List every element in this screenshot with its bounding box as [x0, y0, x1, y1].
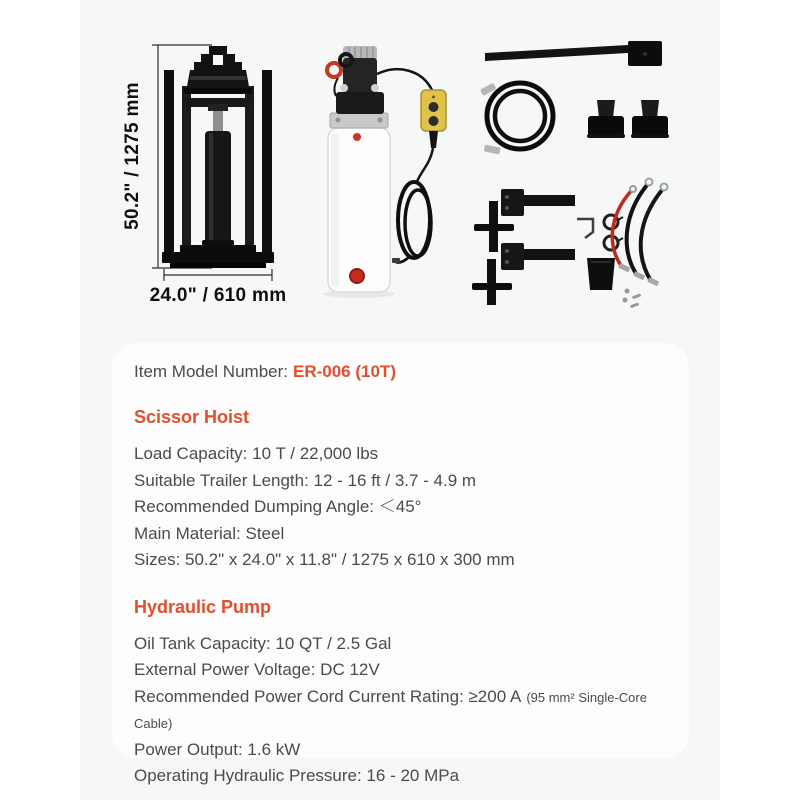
mount-cap-left	[587, 100, 625, 138]
spec-row	[134, 737, 667, 764]
spec-row	[134, 468, 667, 495]
valve-block	[336, 92, 384, 114]
fill-cap	[353, 133, 361, 141]
content-background	[80, 0, 720, 800]
spec-row	[134, 441, 667, 468]
height-dimension-label: 50.2" / 1275 mm	[122, 82, 143, 230]
spec-text: Oil Tank Capacity: 10 QT / 2.5 Gal	[134, 633, 392, 653]
spec-note: (95 mm² Single-Core Cable)	[134, 689, 647, 731]
model-number-label: Item Model Number:	[134, 362, 288, 381]
spec-text: Sizes: 50.2" x 24.0" x 11.8" / 1275 x 610 x 300 mm	[134, 550, 515, 569]
spec-text: Suitable Trailer Length: 12 - 16 ft / 3.7 - 4.9 m	[134, 470, 477, 490]
spec-row	[134, 763, 667, 790]
scissor-hoist-photo	[162, 46, 274, 268]
spec-text: Load Capacity: 10 T / 22,000 lbs	[134, 444, 379, 463]
hydraulic-hose-coil	[480, 83, 553, 155]
spec-row	[134, 547, 667, 574]
mounting-rod	[485, 41, 662, 66]
drain-plug	[350, 269, 364, 283]
remote-control-pendant	[421, 90, 446, 148]
model-number-line	[134, 360, 667, 384]
coiled-pendant-cable	[392, 182, 431, 263]
spec-text: Power Output: 1.6 kW	[134, 739, 301, 759]
pendant-up-button	[429, 102, 439, 112]
spec-text: External Power Voltage: DC 12V	[134, 660, 380, 679]
piston-rod	[213, 111, 223, 133]
black-battery-cable-2	[641, 190, 662, 281]
section-heading-scissor-hoist: Scissor Hoist	[134, 407, 250, 427]
rubber-pad	[587, 258, 615, 290]
width-dimension-label: 24.0" / 610 mm	[149, 285, 287, 306]
model-number-value: ER-006 (10T)	[293, 362, 396, 381]
spec-row	[134, 657, 667, 684]
spec-text: Operating Hydraulic Pressure: 16 - 20 MPa	[134, 766, 460, 785]
spec-text: Main Material: Steel	[134, 523, 285, 543]
spec-row	[134, 631, 667, 658]
accessory-kit-photo	[472, 41, 669, 308]
pendant-cable	[377, 69, 432, 90]
hydraulic-pump-photo	[323, 46, 446, 298]
battery-cables	[612, 179, 667, 309]
spec-text: Recommended Power Cord Current Rating: ≥200 A	[134, 686, 522, 706]
spec-text: Recommended Dumping Angle: ＜45°	[134, 497, 422, 516]
section-heading-hydraulic-pump: Hydraulic Pump	[134, 596, 272, 617]
spec-row	[134, 494, 667, 521]
spec-row	[134, 684, 667, 737]
product-gallery	[80, 0, 720, 335]
spec-row	[134, 521, 667, 548]
hinge-bracket-set-top	[474, 189, 575, 252]
battery-clamp-red	[327, 63, 341, 77]
mount-cap-right	[631, 100, 669, 138]
hydraulic-cylinder	[205, 131, 231, 243]
hinge-bracket-set-bottom	[472, 243, 575, 305]
spec-card	[112, 343, 689, 785]
pendant-down-button	[429, 116, 439, 126]
lifting-eye-hole	[213, 55, 223, 65]
